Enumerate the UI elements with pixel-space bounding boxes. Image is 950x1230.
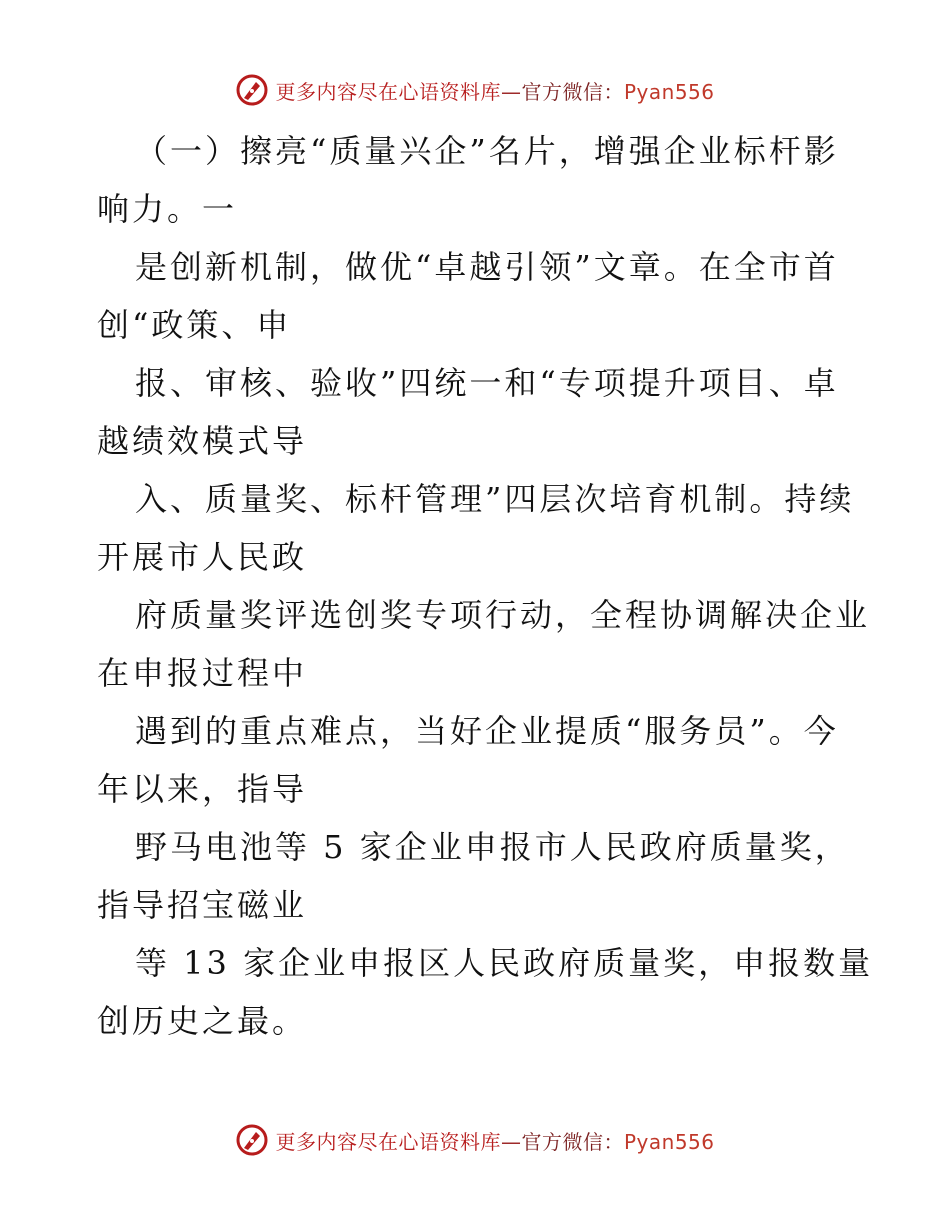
body-line: 入、质量奖、标杆管理”四层次培育机制。持续 [135, 480, 855, 518]
banner-separator: — [500, 1129, 522, 1154]
body-line: 响力。一 [97, 190, 238, 228]
banner-title: 更多内容尽在心语资料库 [275, 1129, 501, 1154]
body-line: 是创新机制，做优“卓越引领”文章。在全市首 [135, 248, 839, 286]
body-line: 年以来，指导 [97, 770, 308, 808]
body-line: （一）擦亮“质量兴企”名片，增强企业标杆影 [135, 132, 839, 170]
body-line: 创“政策、申 [97, 306, 292, 344]
banner-wechat-id: Pyan556 [623, 1129, 715, 1154]
banner-wechat-label: 官方微信： [521, 1129, 624, 1154]
body-line: 报、审核、验收”四统一和“专项提升项目、卓 [135, 364, 839, 402]
body-line: 遇到的重点难点，当好企业提质“服务员”。今 [135, 712, 839, 750]
body-line: 府质量奖评选创奖专项行动，全程协调解决企业 [135, 596, 871, 634]
body-line: 开展市人民政 [97, 538, 308, 576]
body-line: 创历史之最。 [97, 1002, 308, 1040]
banner-wechat-id: Pyan556 [623, 79, 715, 104]
banner-separator: — [500, 79, 522, 104]
banner-title: 更多内容尽在心语资料库 [275, 79, 501, 104]
header-banner [0, 70, 950, 110]
header-banner-text [275, 76, 714, 105]
document-body [97, 122, 874, 1050]
footer-banner-text [275, 1126, 714, 1155]
body-line: 越绩效模式导 [97, 422, 308, 460]
banner-wechat-label: 官方微信： [521, 79, 624, 104]
pen-nib-logo-icon [235, 73, 269, 107]
footer-banner [0, 1120, 950, 1160]
body-line: 等 13 家企业申报区人民政府质量奖，申报数量 [135, 944, 874, 982]
pen-nib-logo-icon [235, 1123, 269, 1157]
body-line: 在申报过程中 [97, 654, 308, 692]
body-line: 指导招宝磁业 [97, 886, 308, 924]
body-line: 野马电池等 5 家企业申报市人民政府质量奖， [135, 828, 850, 866]
